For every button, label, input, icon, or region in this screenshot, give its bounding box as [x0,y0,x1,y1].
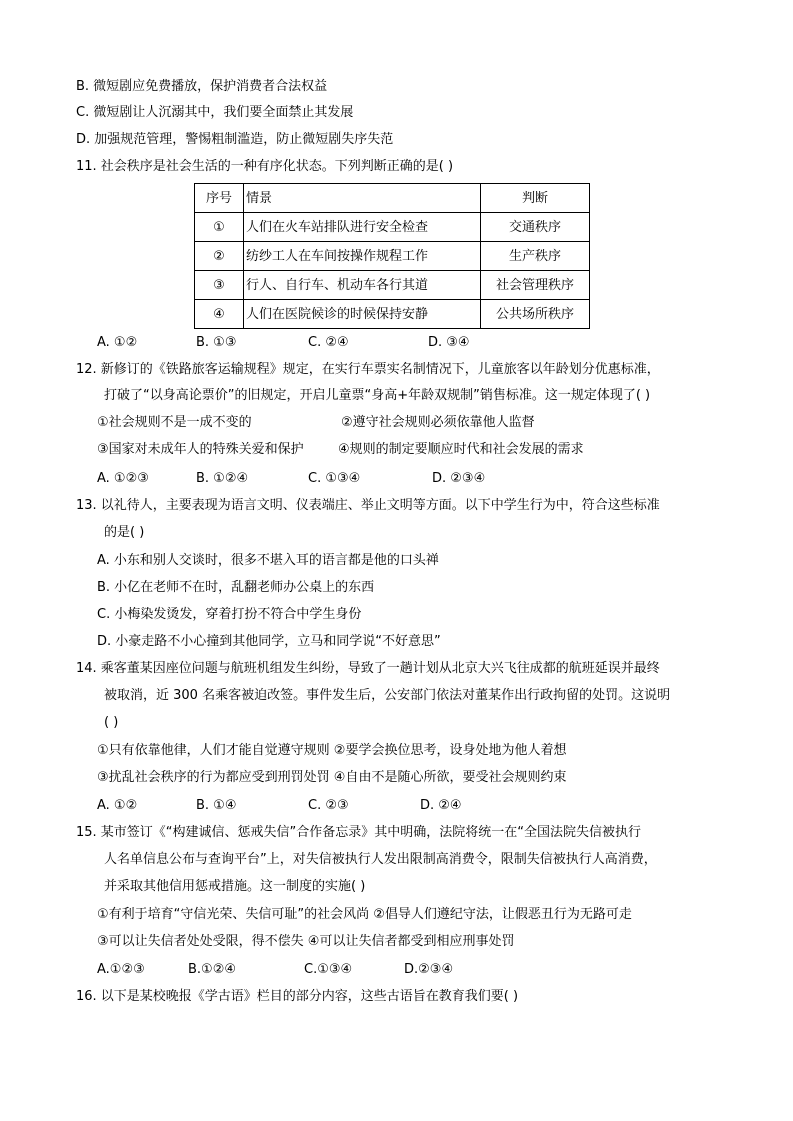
q12-option-b: B. ①②④ [196,471,249,486]
q10-option-d: D. 加强规范管理，警惕粗制滥造，防止微短剧失序失范 [76,132,394,147]
q11-option-b: B. ①③ [196,335,237,350]
table-cell: ④ [195,300,244,329]
table-cell: 交通秩序 [481,213,590,242]
q11-option-d: D. ③④ [428,335,470,350]
q14-items-line2: ③扰乱社会秩序的行为都应受到刑罚处罚 ④自由不是随心所欲，要受社会规则约束 [97,770,567,785]
table-row [195,213,590,242]
table-cell: 生产秩序 [481,242,590,271]
table-header-row [195,184,590,213]
table-cell: 行人、自行车、机动车各行其道 [244,271,481,300]
table-row [195,242,590,271]
q12-item-3: ③国家对未成年人的特殊关爱和保护 [97,442,304,457]
q12-stem-line2: 打破了“以身高论票价”的旧规定，开启儿童票“身高+年龄双规制”销售标准。这一规定体现了( ) [104,388,651,403]
q13-stem-line2: 的是( ) [104,525,145,540]
table-cell: 纺纱工人在车间按操作规程工作 [244,242,481,271]
q14-option-a: A. ①② [97,798,138,813]
q14-option-c: C. ②③ [308,798,349,813]
table-cell: ① [195,213,244,242]
q13-option-a: A. 小东和别人交谈时，很多不堪入耳的语言都是他的口头禅 [97,553,439,568]
table-header-cell: 序号 [195,184,244,213]
table-cell: 人们在医院候诊的时候保持安静 [244,300,481,329]
q15-stem-line3: 并采取其他信用惩戒措施。这一制度的实施( ) [104,879,366,894]
table-cell: 人们在火车站排队进行安全检查 [244,213,481,242]
q15-option-d: D.②③④ [404,962,454,977]
q11-option-c: C. ②④ [308,335,349,350]
q12-item-1: ①社会规则不是一成不变的 [97,415,252,430]
q11-table [194,183,590,329]
q12-stem-line1: 12. 新修订的《铁路旅客运输规程》规定，在实行车票实名制情况下，儿童旅客以年龄划分优惠标准， [76,362,660,377]
q15-option-c: C.①③④ [304,962,353,977]
q11-stem: 11. 社会秩序是社会生活的一种有序化状态。下列判断正确的是( ) [76,159,454,174]
q12-option-d: D. ②③④ [432,471,486,486]
q12-item-4: ④规则的制定要顺应时代和社会发展的需求 [338,442,584,457]
q16-stem: 16. 以下是某校晚报《学古语》栏目的部分内容，这些古语旨在教育我们要( ) [76,989,519,1004]
table-cell: 社会管理秩序 [481,271,590,300]
table-header-cell: 情景 [244,184,481,213]
q10-option-c: C. 微短剧让人沉溺其中，我们要全面禁止其发展 [76,105,354,120]
table-header-cell: 判断 [481,184,590,213]
q13-option-b: B. 小亿在老师不在时，乱翻老师办公桌上的东西 [97,580,375,595]
q11-option-a: A. ①② [97,335,138,350]
table-row [195,300,590,329]
q15-stem-line1: 15. 某市签订《“构建诚信、惩戒失信”合作备忘录》其中明确，法院将统一在“全国法院失信被执行 [76,825,642,840]
q15-option-a: A.①②③ [97,962,145,977]
q14-option-d: D. ②④ [420,798,462,813]
q14-option-b: B. ①④ [196,798,237,813]
q14-stem-line1: 14. 乘客董某因座位问题与航班机组发生纠纷，导致了一趟计划从北京大兴飞往成都的航班延误并最终 [76,661,660,676]
q15-items-line2: ③可以让失信者处处受限，得不偿失 ④可以让失信者都受到相应刑事处罚 [97,934,515,949]
q13-stem-line1: 13. 以礼待人，主要表现为语言文明、仪表端庄、举止文明等方面。以下中学生行为中，符合这些标准 [76,498,660,513]
q15-option-b: B.①②④ [188,962,237,977]
q14-stem-line3: ( ) [104,715,119,730]
q13-option-d: D. 小豪走路不小心撞到其他同学，立马和同学说“不好意思” [97,634,441,649]
q14-stem-line2: 被取消，近 300 名乘客被迫改签。事件发生后，公安部门依法对董某作出行政拘留的处罚。这说明 [104,688,671,703]
q12-option-c: C. ①③④ [308,471,361,486]
q14-items-line1: ①只有依靠他律，人们才能自觉遵守规则 ②要学会换位思考，设身处地为他人着想 [97,743,567,758]
q12-item-2: ②遵守社会规则必须依靠他人监督 [341,415,535,430]
table-row [195,271,590,300]
q12-option-a: A. ①②③ [97,471,149,486]
table-cell: ② [195,242,244,271]
q15-stem-line2: 人名单信息公布与查询平台”上，对失信被执行人发出限制高消费令，限制失信被执行人高消费， [104,852,657,867]
table-cell: 公共场所秩序 [481,300,590,329]
q10-option-b: B. 微短剧应免费播放，保护消费者合法权益 [76,79,328,94]
table-cell: ③ [195,271,244,300]
q15-items-line1: ①有利于培育“守信光荣、失信可耻”的社会风尚 ②倡导人们遵纪守法，让假恶丑行为无路可走 [97,907,632,922]
q13-option-c: C. 小梅染发烫发，穿着打扮不符合中学生身份 [97,607,362,622]
